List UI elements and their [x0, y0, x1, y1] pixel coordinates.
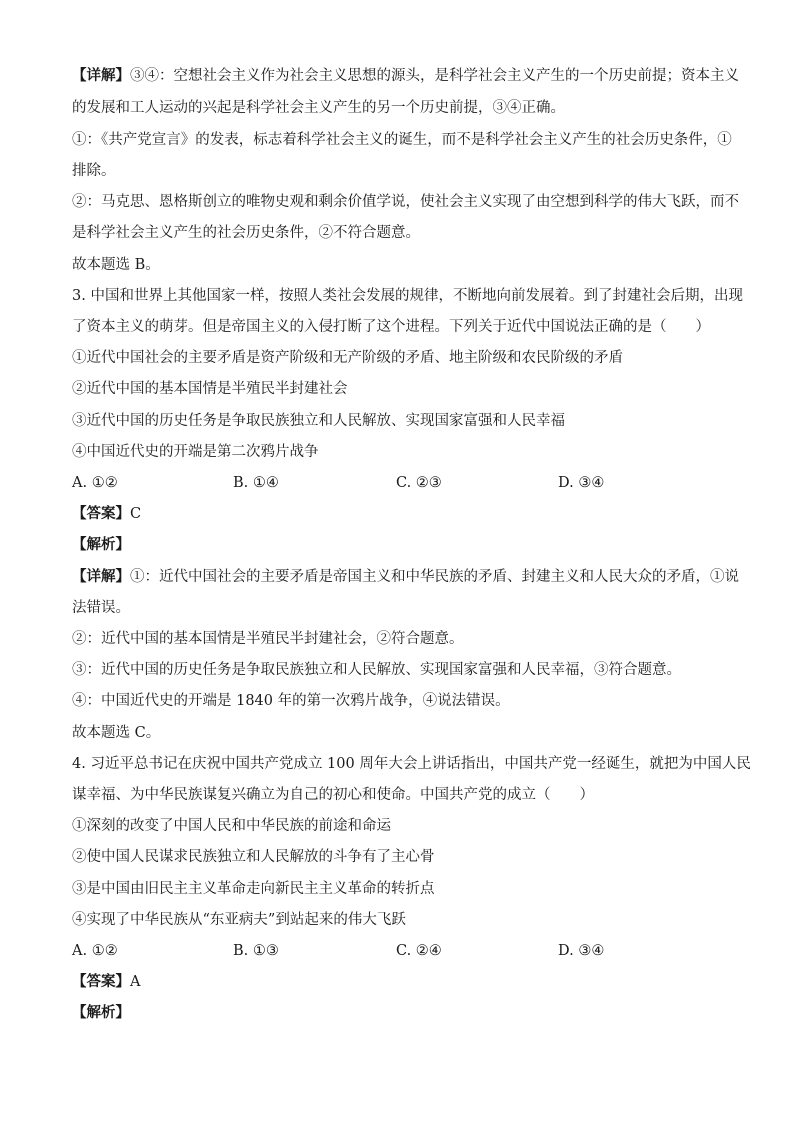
q3-statement-3: ③近代中国的历史任务是争取民族独立和人民解放、实现国家富强和人民幸福 [72, 413, 565, 429]
detail-line-3: ①：《共产党宣言》的发表，标志着科学社会主义的诞生，而不是科学社会主义产生的社会历史条件，① [72, 132, 732, 148]
detail-tag: 【详解】 [72, 67, 130, 84]
detail-line-5: ②：马克思、恩格斯创立的唯物史观和剩余价值学说，使社会主义实现了由空想到科学的伟大飞跃，而不 [72, 194, 739, 210]
q4-option-c: C. ②④ [396, 943, 442, 959]
q4-option-d: D. ③④ [558, 943, 605, 959]
detail-tag: 【详解】 [72, 568, 130, 585]
q4-statement-4: ④实现了中华民族从“东亚病夫”到站起来的伟大飞跃 [72, 912, 406, 928]
answer-value: C [130, 506, 142, 522]
q3-option-a: A. ①② [72, 475, 118, 491]
conclusion-line: 故本题选 B。 [72, 257, 160, 273]
q4-statement-1: ①深刻的改变了中国人民和中华民族的前途和命运 [72, 818, 391, 834]
q4-answer-line [72, 972, 724, 992]
q4-statement-3: ③是中国由旧民主主义革命走向新民主主义革命的转折点 [72, 881, 435, 897]
q3-option-b: B. ①④ [233, 475, 279, 491]
answer-tag: 【答案】 [72, 505, 130, 522]
q4-analysis-tag: 【解析】 [72, 1004, 130, 1021]
q3-detail-line-3: ②：近代中国的基本国情是半殖民半封建社会，②符合题意。 [72, 631, 464, 647]
q3-stem-line-1: 3. 中国和世界上其他国家一样，按照人类社会发展的规律，不断地向前发展着。到了封建社会后期，出现 [72, 288, 743, 304]
q3-detail-line-4: ③：近代中国的历史任务是争取民族独立和人民解放、实现国家富强和人民幸福，③符合题意。 [72, 662, 681, 678]
detail-text: ③④：空想社会主义作为社会主义思想的源头，是科学社会主义产生的一个历史前提；资本主义 [130, 68, 739, 84]
detail-line-6: 是科学社会主义产生的社会历史条件，②不符合题意。 [72, 225, 420, 241]
q3-stem-line-2: 了资本主义的萌芽。但是帝国主义的入侵打断了这个进程。下列关于近代中国说法正确的是（ ） [72, 319, 710, 335]
q3-detail-line-1 [72, 567, 739, 587]
q3-detail-line-2: 法错误。 [72, 600, 130, 616]
q3-conclusion: 故本题选 C。 [72, 725, 161, 741]
q3-option-d: D. ③④ [558, 475, 605, 491]
detail-line-1 [72, 66, 739, 86]
detail-line-4: 排除。 [72, 163, 116, 179]
q3-answer-line [72, 504, 724, 524]
q3-analysis-tag: 【解析】 [72, 536, 130, 553]
answer-tag: 【答案】 [72, 973, 130, 990]
q4-option-b: B. ①③ [233, 943, 279, 959]
detail-line-2: 的发展和工人运动的兴起是科学社会主义产生的另一个历史前提，③④正确。 [72, 100, 565, 116]
q4-stem-line-2: 谋幸福、为中华民族谋复兴确立为自己的初心和使命。中国共产党的成立（ ） [72, 787, 594, 803]
q3-statement-2: ②近代中国的基本国情是半殖民半封建社会 [72, 381, 348, 397]
q4-statement-2: ②使中国人民谋求民族独立和人民解放的斗争有了主心骨 [72, 849, 435, 865]
detail-text: ①：近代中国社会的主要矛盾是帝国主义和中华民族的矛盾、封建主义和人民大众的矛盾，①说 [130, 569, 739, 585]
q3-option-c: C. ②③ [396, 475, 442, 491]
q4-stem-line-1: 4. 习近平总书记在庆祝中国共产党成立 100 周年大会上讲话指出，中国共产党一经诞生，就把为中国人民 [72, 756, 751, 772]
q3-statement-4: ④中国近代史的开端是第二次鸦片战争 [72, 444, 319, 460]
answer-value: A [130, 974, 141, 990]
q4-option-a: A. ①② [72, 943, 118, 959]
q3-statement-1: ①近代中国社会的主要矛盾是资产阶级和无产阶级的矛盾、地主阶级和农民阶级的矛盾 [72, 350, 623, 366]
q3-detail-line-5: ④：中国近代史的开端是 1840 年的第一次鸦片战争，④说法错误。 [72, 693, 510, 709]
